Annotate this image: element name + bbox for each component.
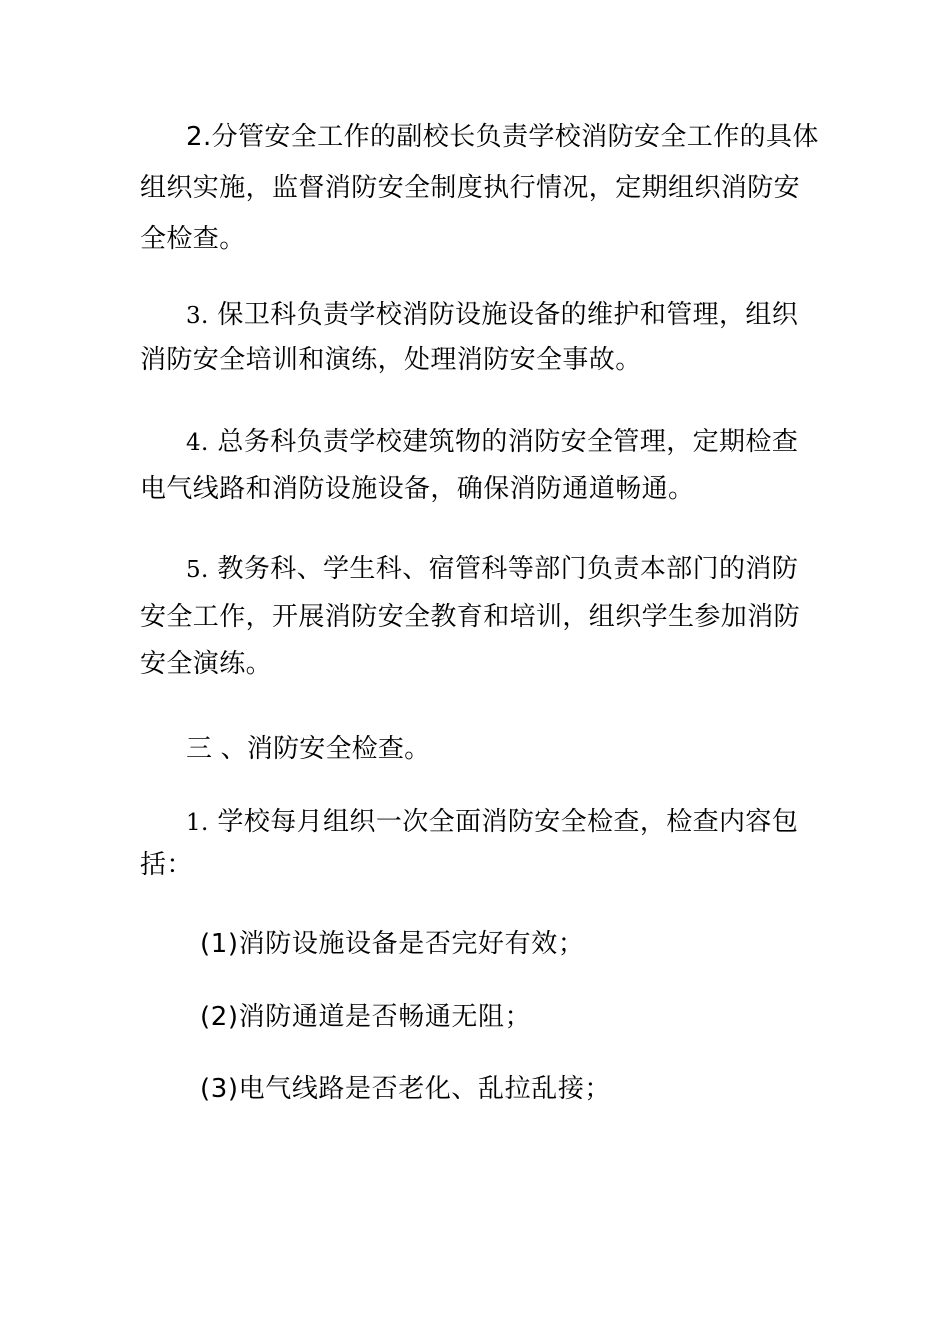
paragraph-text: 教务科、学生科、宿管科等部门负责本部门的消防安全工作，开展消防安全教育和培训，组织学生参加消防安全演练。 (140, 554, 801, 679)
paragraph-number: 1. (186, 810, 209, 836)
section-heading: 三 、消防安全检查。 (186, 734, 431, 764)
paragraph-academic-depts (140, 546, 820, 688)
paragraph-text: 总务科负责学校建筑物的消防安全管理，定期检查电气线路和消防设施设备，确保消防通道畅通。 (140, 427, 799, 504)
sub-item-fire-equipment: (1)消防设施设备是否完好有效； (200, 929, 585, 959)
paragraph-text: 2.分管安全工作的副校长负责学校消防安全工作的具体组织实施，监督消防安全制度执行情况，定期组织消防安全检查。 (140, 122, 819, 254)
paragraph-text: 保卫科负责学校消防设施设备的维护和管理，组织消防安全培训和演练，处理消防安全事故。 (140, 300, 799, 375)
paragraph-number: 4. (186, 430, 209, 456)
paragraph-monthly-check (140, 801, 820, 886)
sub-item-fire-exits: (2)消防通道是否畅通无阻； (200, 1002, 532, 1032)
paragraph-general-affairs (140, 419, 820, 512)
paragraph-text: 学校每月组织一次全面消防安全检查，检查内容包括： (140, 807, 799, 880)
paragraph-vice-principal (140, 112, 820, 265)
paragraph-number: 3. (186, 303, 209, 329)
paragraph-security-dept (140, 293, 820, 382)
sub-item-wiring: (3)电气线路是否老化、乱拉乱接； (200, 1074, 612, 1104)
paragraph-number: 5. (186, 557, 209, 583)
